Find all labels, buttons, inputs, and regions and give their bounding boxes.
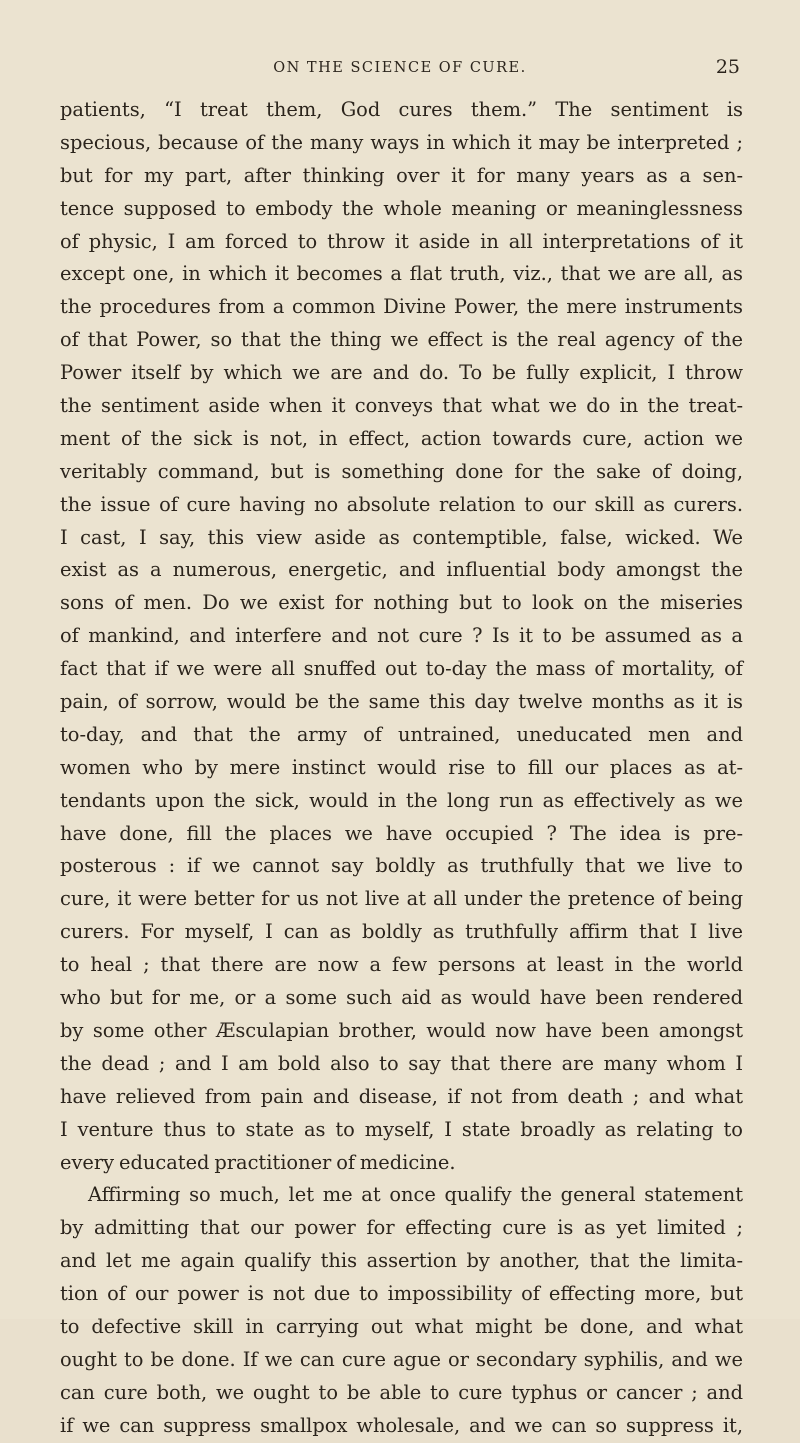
paragraph-end-line: every educated practitioner of medicine. [60,1150,456,1174]
text-line: of physic, I am forced to throw it aside in all interpretations of it [60,229,743,253]
text-line: specious, because of the many ways in which it may be interpreted ; [60,130,743,154]
text-line: to heal ; that there are now a few persons at least in the world [60,953,743,977]
text-line: the sentiment aside when it conveys that what we do in the treat- [60,394,743,418]
text-line: of mankind, and interfere and not cure ? Is it to be assumed as a [60,624,743,648]
text-line: except one, in which it becomes a flat truth, viz., that we are all, as [60,262,743,286]
text-line: I cast, I say, this view aside as contemptible, false, wicked. We [60,525,743,549]
text-line: tendants upon the sick, would in the long run as effectively as we [60,788,743,812]
text-line: tion of our power is not due to impossibility of effecting more, but [60,1282,743,1306]
text-line: and let me again qualify this assertion by another, that the limita- [60,1249,743,1273]
text-line: posterous : if we cannot say boldly as truthfully that we live to [60,854,743,878]
text-line: by admitting that our power for effecting cure is as yet limited ; [60,1216,743,1240]
text-line: to defective skill in carrying out what might be done, and what [60,1314,743,1338]
text-line: the issue of cure having no absolute relation to our skill as curers. [60,492,743,516]
running-head [60,58,740,82]
text-line: have done, fill the places we have occupied ? The idea is pre- [60,821,743,845]
text-line: women who by mere instinct would rise to fill our places as at- [60,755,743,779]
page-number: 25 [715,56,740,78]
text-line: by some other Æsculapian brother, would now have been amongst [60,1018,743,1042]
text-line: patients, “I treat them, God cures them.” The sentiment is [60,98,743,121]
text-line: curers. For myself, I can as boldly as truthfully affirm that I live [60,920,743,944]
text-line: exist as a numerous, energetic, and influential body amongst the [60,558,743,582]
text-line: the dead ; and I am bold also to say that there are many whom I [60,1051,743,1075]
text-line: to-day, and that the army of untrained, uneducated men and [60,722,743,746]
text-line: of that Power, so that the thing we effect is the real agency of the [60,328,743,352]
text-line: veritably command, but is something done for the sake of doing, [60,459,743,483]
text-line: the procedures from a common Divine Power, the mere instruments [60,295,743,319]
text-line: ment of the sick is not, in effect, action towards cure, action we [60,426,743,450]
text-line: if we can suppress smallpox wholesale, and we can so suppress it, [60,1413,743,1437]
text-line: I venture thus to state as to myself, I state broadly as relating to [60,1117,743,1141]
text-line: cure, it were better for us not live at all under the pretence of being [60,887,743,911]
text-line: can cure both, we ought to be able to cure typhus or cancer ; and [60,1380,743,1404]
text-line: tence supposed to embody the whole meaning or meaninglessness [60,196,743,220]
text-line: who but for me, or a some such aid as would have been rendered [60,986,743,1010]
text-line: have relieved from pain and disease, if not from death ; and what [60,1084,743,1108]
text-line: Power itself by which we are and do. To be fully explicit, I throw [60,361,743,385]
paragraph-start-line: Affirming so much, let me at once qualify the general statement [88,1183,743,1207]
text-line: sons of men. Do we exist for nothing but to look on the miseries [60,591,743,615]
text-line: pain, of sorrow, would be the same this day twelve months as it is [60,690,743,714]
text-line: fact that if we were all snuffed out to-day the mass of mortality, of [60,657,743,681]
body-text [60,94,743,1443]
running-title: ON THE SCIENCE OF CURE. [273,60,527,76]
text-line: but for my part, after thinking over it for many years as a sen- [60,163,743,187]
text-line: ought to be done. If we can cure ague or secondary syphilis, and we [60,1347,743,1371]
